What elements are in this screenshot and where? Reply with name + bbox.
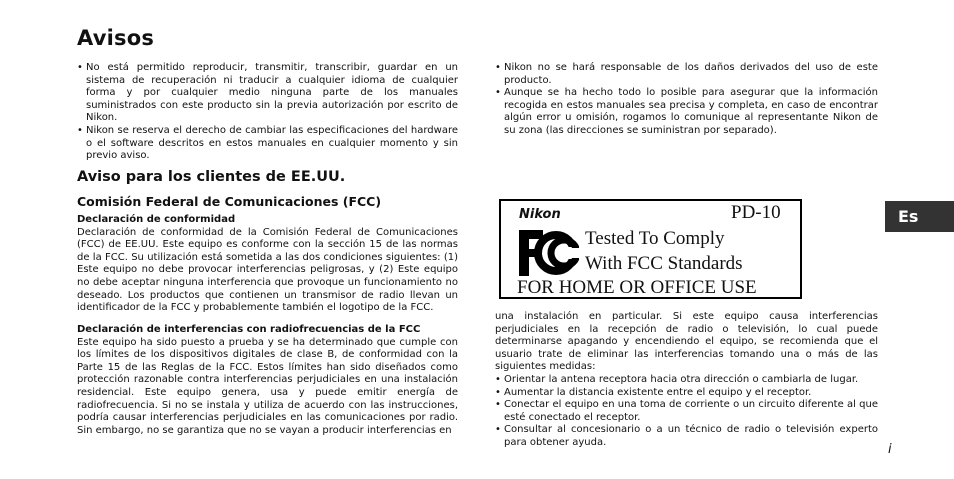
language-tab: Es	[885, 201, 954, 232]
model-name: PD-10	[731, 202, 781, 223]
left-notice-list	[77, 62, 458, 163]
fcc-logo-icon	[519, 230, 579, 276]
fcc-heading: Comisión Federal de Comunicaciones (FCC)	[77, 194, 382, 209]
conformity-text: Declaración de conformidad de la Comisión Federal de Comunicaciones (FCC) de EE.UU. Este equipo es conforme con la sección 15 de las normas de la FCC. Su utilización está sometida a las dos condiciones siguientes: (1) Este equipo no debe provocar interferencias peligrosas, y (2) Este equipo no debe aceptar ninguna interferencia que provoque un funcionamiento no deseado. Los productos que contienen un transmisor de radio llevan un identificador de la FCC y probablemente también el logotipo de la FCC.	[77, 226, 458, 314]
conformity-heading: Declaración de conformidad	[77, 214, 236, 225]
compliance-line-1: Tested To Comply	[585, 228, 725, 249]
list-item: • Aunque se ha hecho todo lo posible para asegurar que la información recogida en estos manuales sea precisa y completa, en caso de encontrar algún error u omisión, rogamos lo comunique al representante Nikon de su zona (las direcciones se suministran por separado).	[495, 87, 878, 137]
list-item: • Conectar el equipo en una toma de corriente o un circuito diferente al que esté conectado el receptor.	[495, 399, 878, 424]
us-notice-heading: Aviso para los clientes de EE.UU.	[77, 169, 346, 185]
interference-text: Este equipo ha sido puesto a prueba y se ha determinado que cumple con los límites de los dispositivos digitales de clase B, de conformidad con la Parte 15 de las Reglas de la FCC. Estos límites han sido diseñados como protección razonable contra interferencias perjudiciales en una instalación residencial. Este equipo genera, usa y puede emitir energía de radiofrecuencia. Si no se instala y utiliza de acuerdo con las instrucciones, podría causar interferencias perjudiciales en las comunicaciones por radio. Sin embargo, no se garantiza que no se vayan a producir interferencias en	[77, 336, 458, 436]
right-notice-list	[495, 62, 878, 138]
list-item: • Aumentar la distancia existente entre el equipo y el receptor.	[495, 387, 878, 400]
fcc-compliance-label	[499, 199, 802, 299]
interference-continuation	[495, 311, 878, 450]
list-item: • Nikon se reserva el derecho de cambiar las especificaciones del hardware o el software descritos en estos manuales en cualquier momento y sin previo aviso.	[77, 125, 458, 163]
interference-section	[77, 324, 458, 437]
list-item: • No está permitido reproducir, transmitir, transcribir, guardar en un sistema de recuperación ni traducir a cualquier idioma de cualquier forma y por cualquier medio ninguna parte de los manuales suministrados con este producto sin la previa autorización por escrito de Nikon.	[77, 62, 458, 125]
conformity-section	[77, 214, 458, 315]
list-item: • Consultar al concesionario o a un técnico de radio o televisión experto para obtener ayuda.	[495, 424, 878, 449]
compliance-line-3: FOR HOME OR OFFICE USE	[517, 277, 757, 298]
page-number: i	[888, 442, 892, 457]
nikon-logo: Nikon	[519, 207, 561, 222]
list-item: • Orientar la antena receptora hacia otra dirección o cambiarla de lugar.	[495, 374, 878, 387]
list-item: • Nikon no se hará responsable de los daños derivados del uso de este producto.	[495, 62, 878, 87]
interference-heading: Declaración de interferencias con radiofrecuencias de la FCC	[77, 324, 421, 335]
compliance-line-2: With FCC Standards	[585, 253, 743, 274]
continuation-text: una instalación en particular. Si este equipo causa interferencias perjudiciales en la recepción de radio o televisión, lo cual puede determinarse apagando y encendiendo el equipo, se recomienda que el usuario trate de eliminar las interferencias tomando una o más de las siguientes medidas:	[495, 311, 878, 373]
page-title: Avisos	[77, 26, 155, 50]
